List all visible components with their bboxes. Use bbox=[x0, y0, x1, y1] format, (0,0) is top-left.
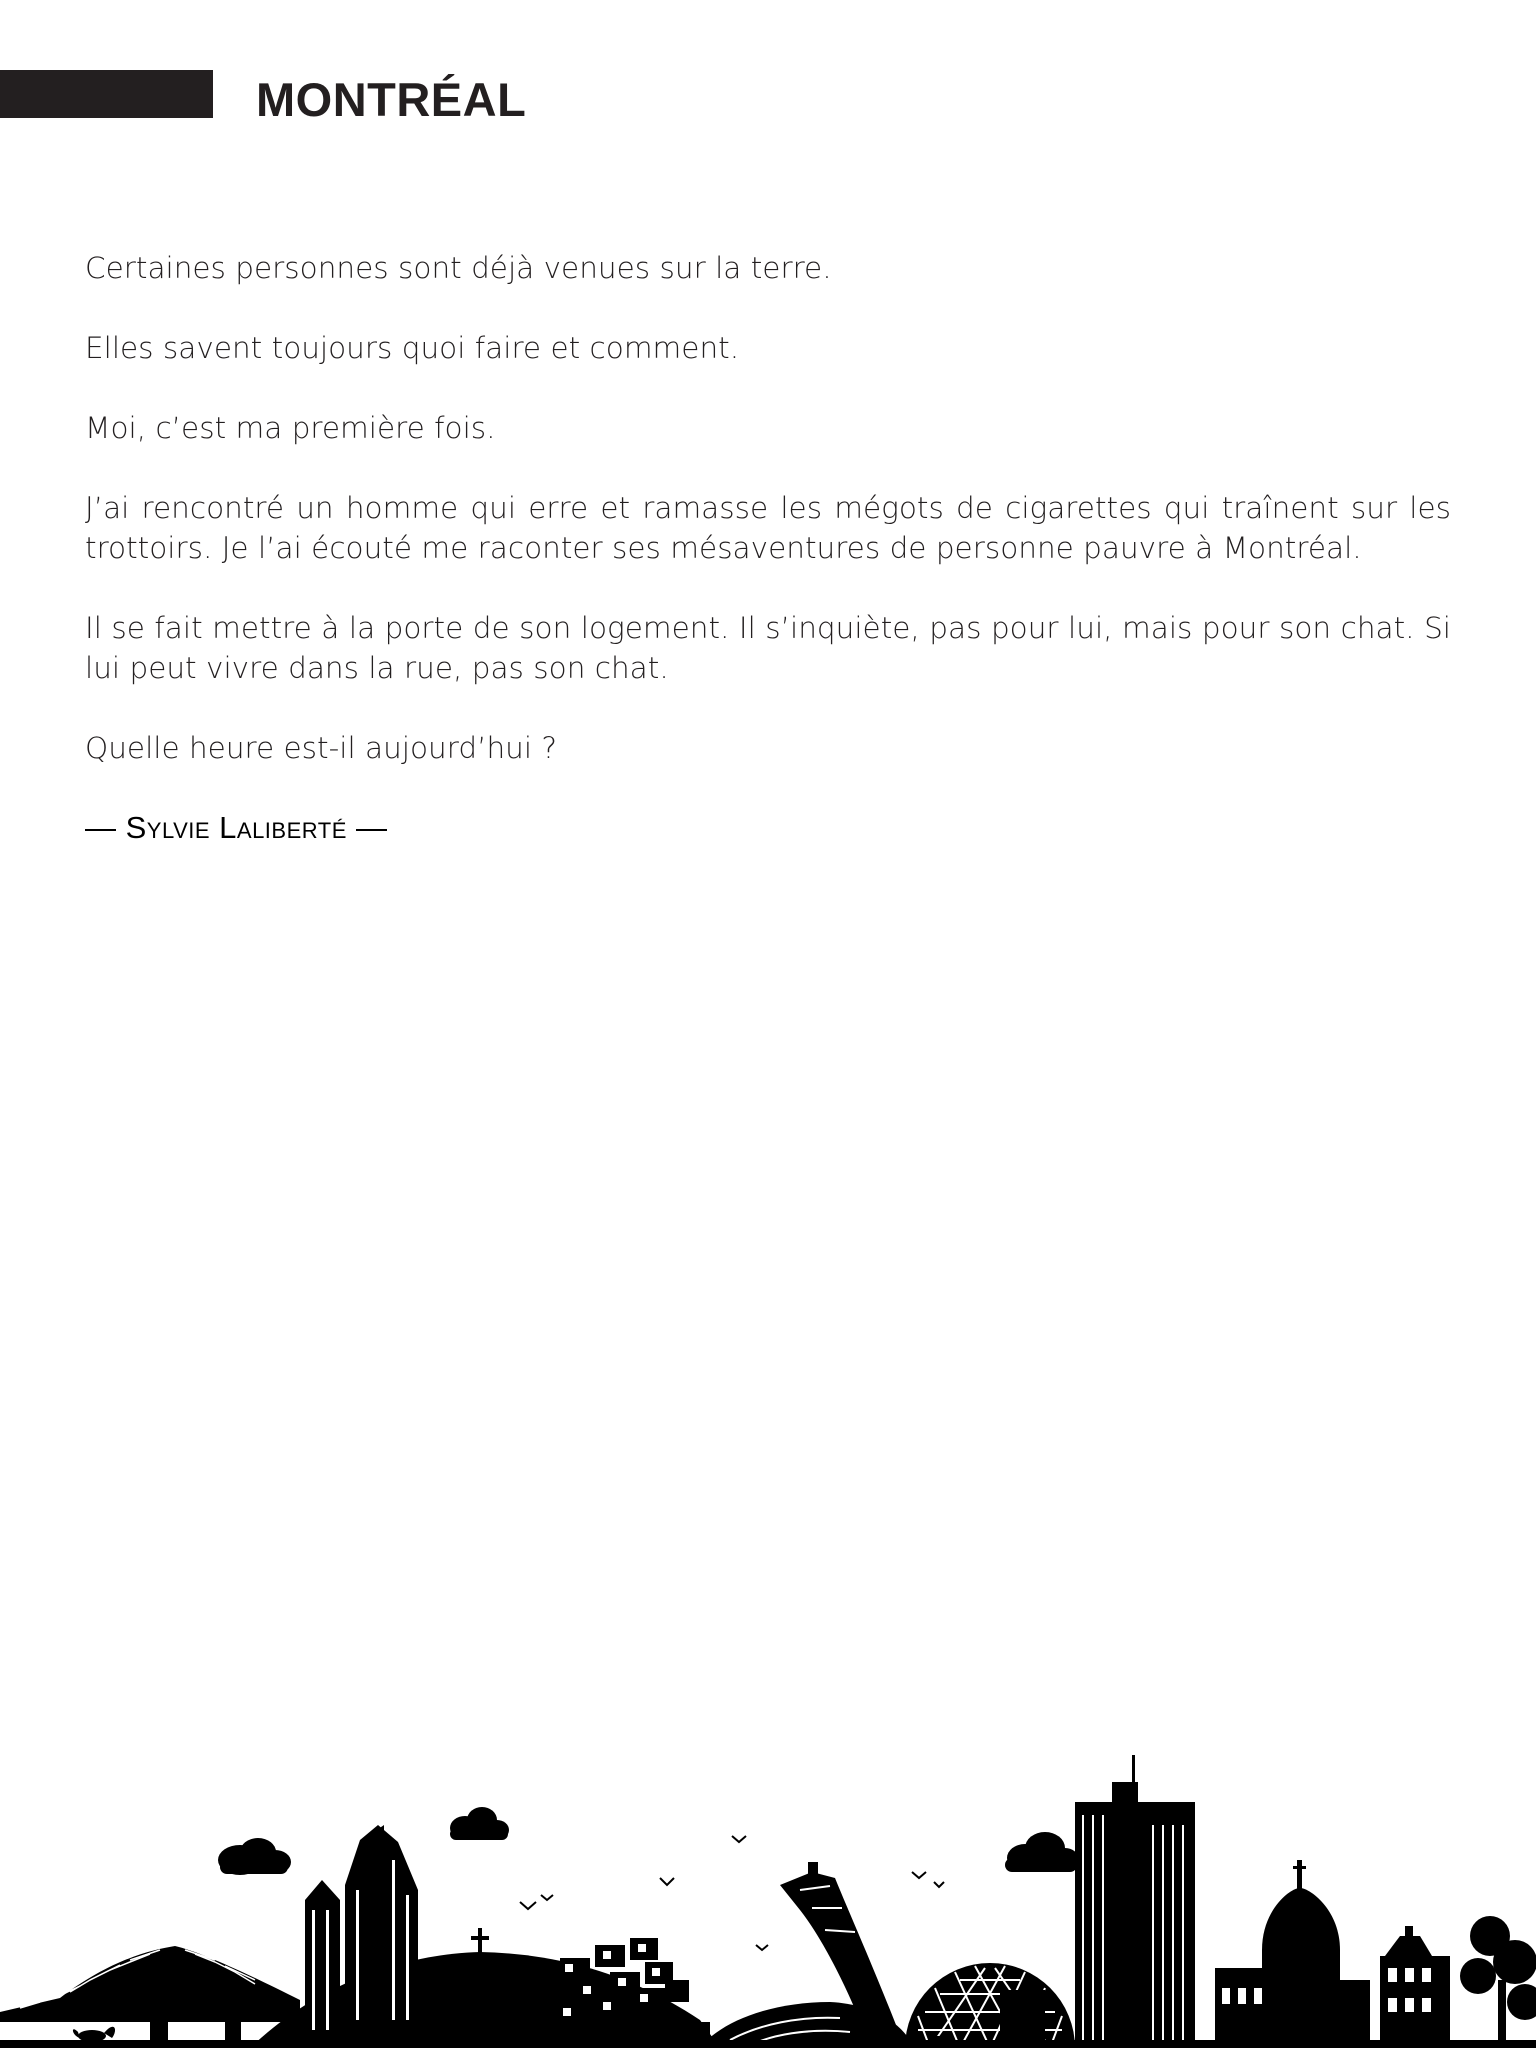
poem-paragraph-2: Elles savent toujours quoi faire et comment. bbox=[85, 331, 740, 365]
poem-paragraph-1: Certaines personnes sont déjà venues sur la terre. bbox=[85, 251, 832, 285]
poem-paragraph-5: Il se fait mettre à la porte de son logement. Il s’inquiète, pas pour lui, mais pour son chat. Si lui peut vivre dans la rue, pas son chat. bbox=[85, 611, 1451, 685]
author-name: Sylvie Laliberté bbox=[125, 810, 347, 845]
page-title: MONTRÉAL bbox=[256, 73, 527, 126]
poem-body bbox=[85, 248, 1451, 888]
cross-icon bbox=[471, 1928, 489, 1956]
header-bar bbox=[0, 70, 213, 118]
cloud-icon bbox=[450, 1807, 509, 1840]
olympic-stadium-icon bbox=[700, 1862, 915, 2048]
downtown-towers-icon bbox=[305, 1825, 418, 2048]
office-tower-icon bbox=[1075, 1755, 1195, 2048]
birds-icon bbox=[520, 1836, 944, 1950]
biosphere-icon bbox=[905, 1963, 1075, 2048]
cloud-icon bbox=[1005, 1832, 1079, 1872]
victorian-house-icon bbox=[1380, 1926, 1450, 2048]
poem-paragraph-6: Quelle heure est-il aujourd’hui ? bbox=[85, 731, 558, 765]
dash-left: — bbox=[85, 810, 117, 845]
poem-paragraph-4: J’ai rencontré un homme qui erre et ramasse les mégots de cigarettes qui traînent sur les trottoirs. Je l’ai écouté me raconter ses mésaventures de personne pauvre à Montréal. bbox=[85, 491, 1451, 565]
bridge-icon bbox=[0, 1946, 300, 2048]
basilica-icon bbox=[1215, 1860, 1370, 2048]
poem-paragraph-3: Moi, c’est ma première fois. bbox=[85, 411, 496, 445]
dash-right: — bbox=[356, 810, 388, 845]
cloud-icon bbox=[218, 1838, 291, 1875]
tree-icon bbox=[1460, 1916, 1536, 2048]
squirrel-icon bbox=[73, 2027, 115, 2042]
author-signature bbox=[85, 808, 1451, 848]
montreal-skyline-icon bbox=[0, 1740, 1536, 2048]
